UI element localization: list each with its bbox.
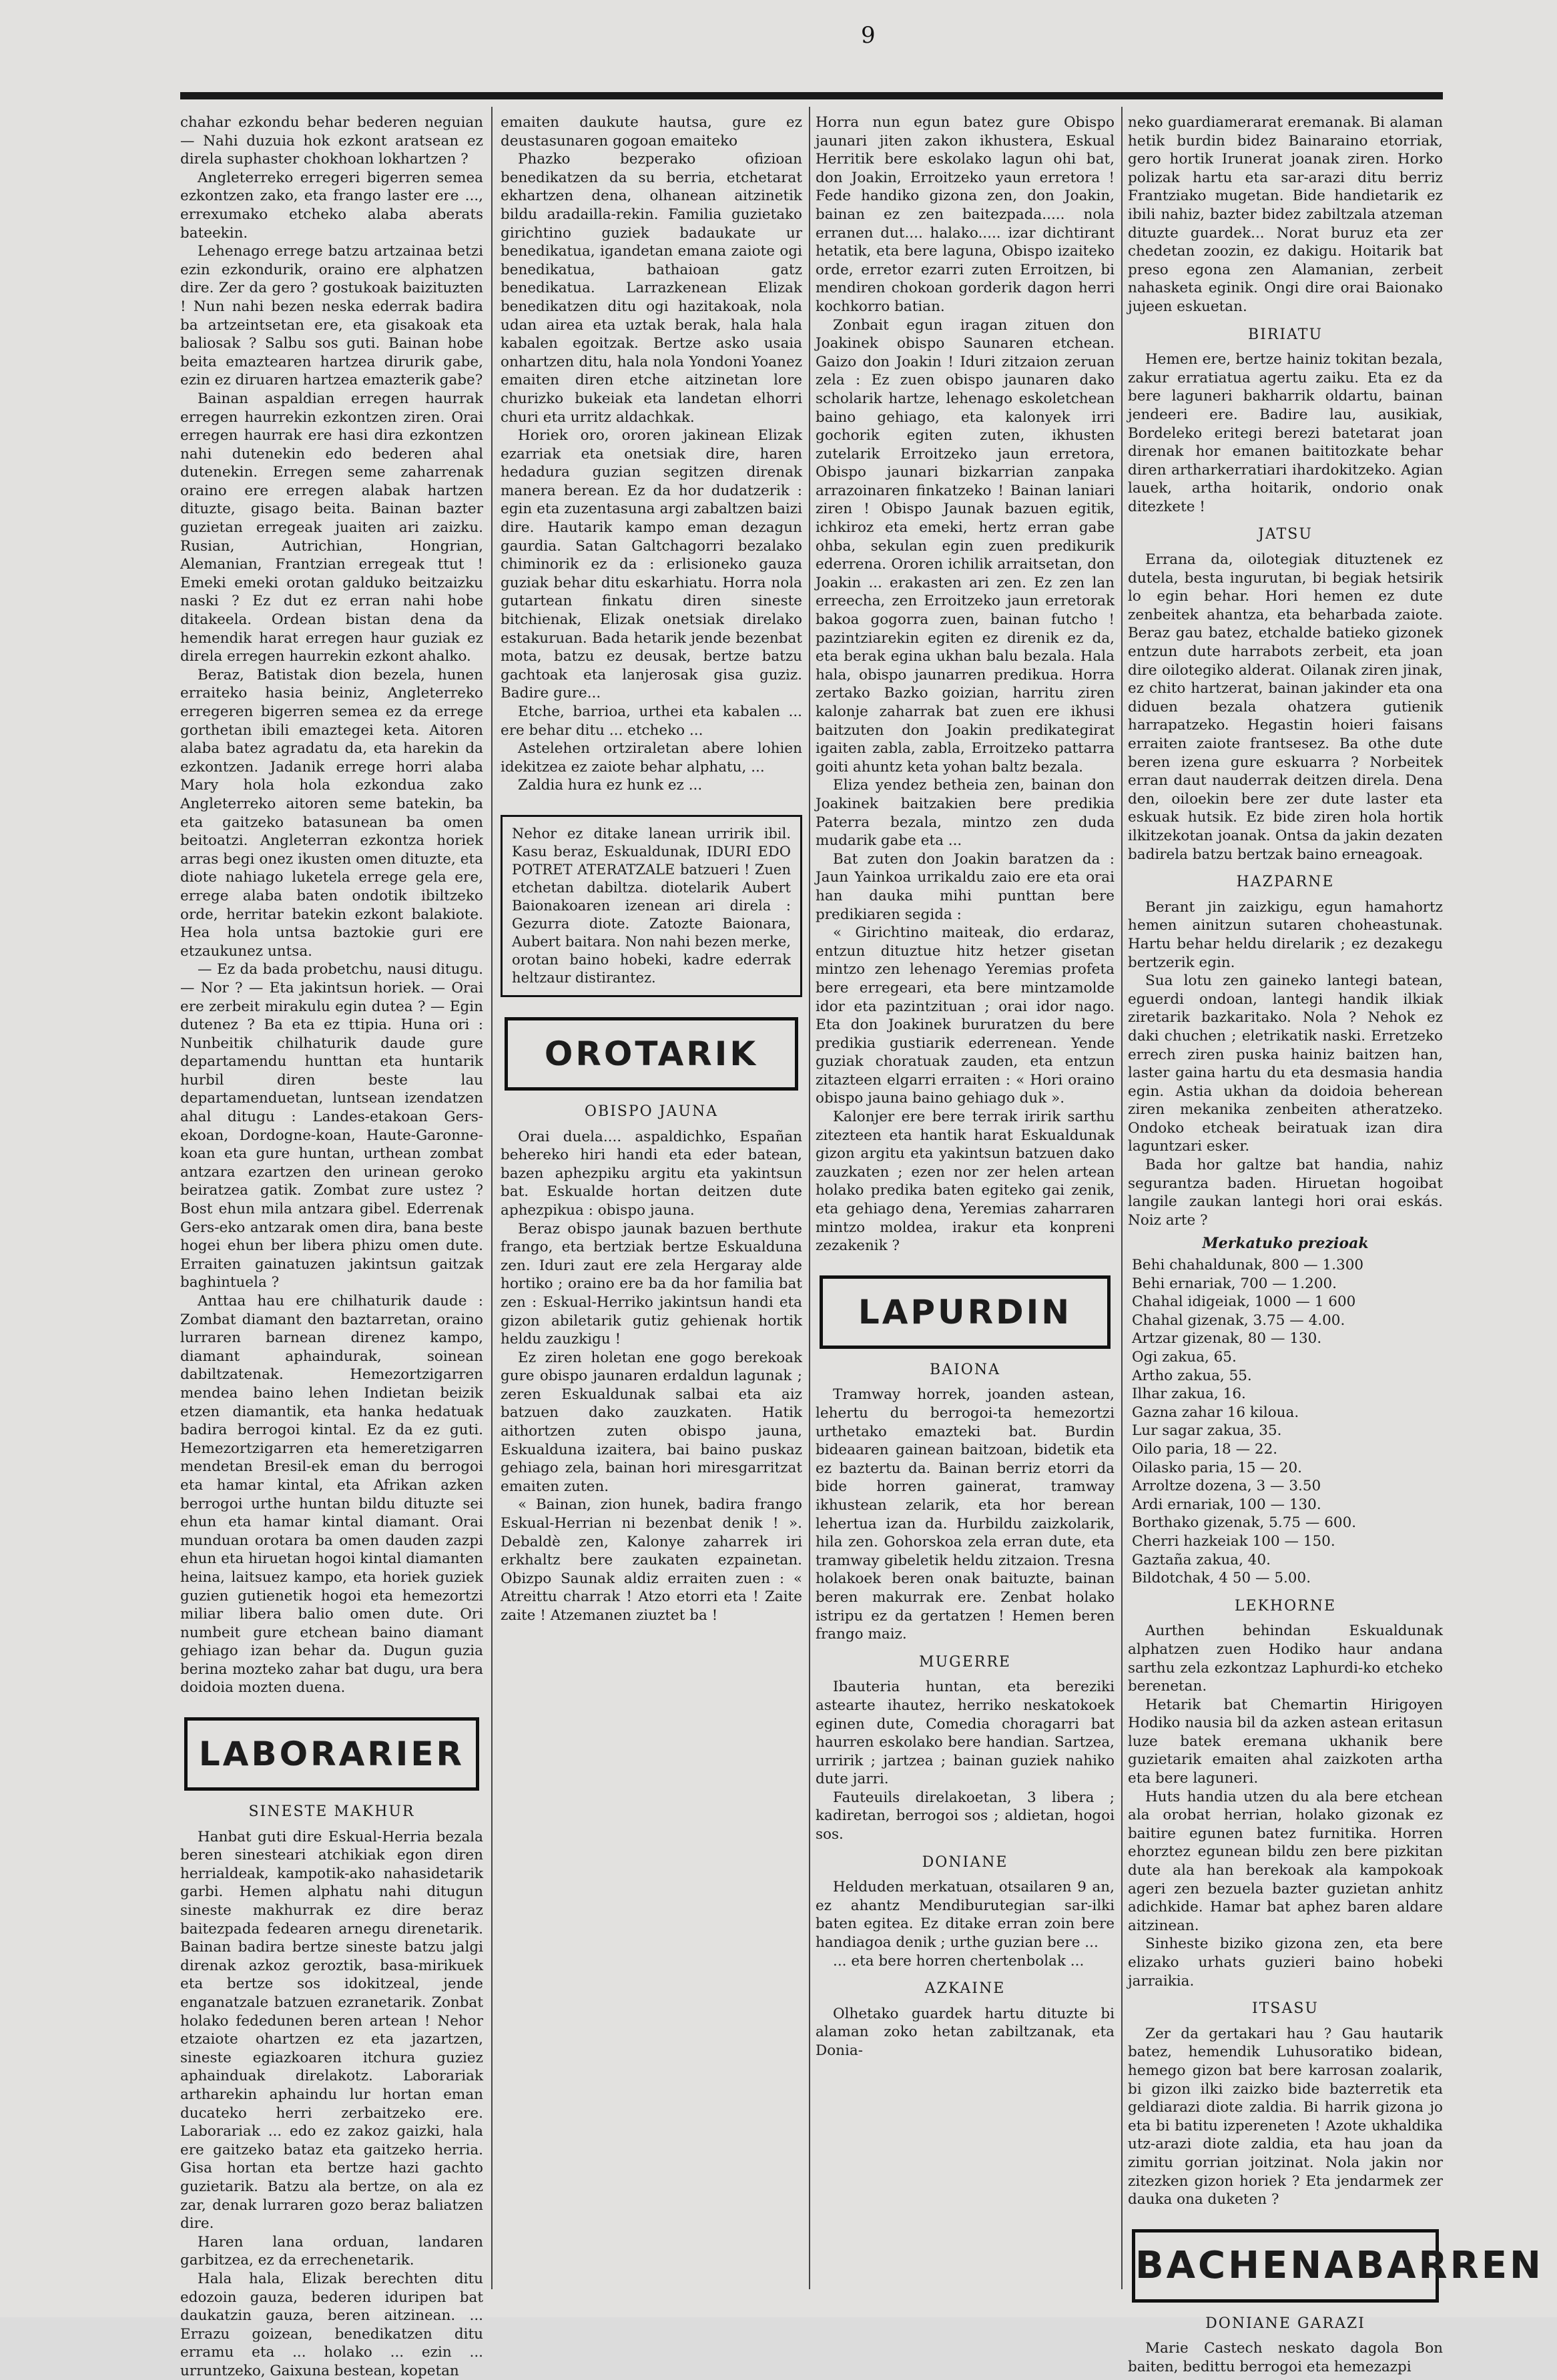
paragraph: Zer da gertakari hau ? Gau hautarik batez, hemendik Luhusoratiko bidean, hemego gizon bat bere karrosan zoalarik, bi gizon ilki zaizko bide bazterretik eta geldiarazi diote zaldia. Bi harrik gizona jo eta bi batitu izpereneten ! Azote ukhaldika utz-arazi diote zaldia, eta hau joan da zimitu gorrian joitzinat. Nola jakin nor zitezken gizon horiek ? Eta jendarmek zer dauka ona duketen ? [1128,2025,1443,2208]
paragraph: Bainan aspaldian erregen haurrak erregen haurrekin ezkontzen ziren. Orai erregen haurrak ere hasi dira ezkontzen nahi dutenekin edo bederen ahal dutenekin. Erregen seme zaharrenak oraino ere erregen alabak hartzen dituzte, gisago beita. Bainan bazter guzietan erregeak juaiten ari zaizku. Rusian, Autrichian, Hongrian, Alemanian, Frantzian erregeak ttut ! Emeki emeki orotan galduko beitzaizku naski ? Ez dut ez erran nahi hobe ditakeela. Ordean bistan dena da hemendik harat erregen haur guziak ez direla erregen haurrekin ezkont ahalko. [180,390,483,665]
price-row: Ogi zakua, 65. [1132,1349,1237,1366]
column-divider [809,107,810,2289]
paragraph: Astelehen ortziraletan abere lohien idekitzea ez zaiote behar alphatu, ... [501,740,802,776]
col1-article [180,113,483,1697]
section-subtitle: MUGERRE [919,1653,1011,1671]
paragraph: Eliza yendez betheia zen, bainan don Joakinek baitzakien bere predikia Paterra bezala, mintzo zen duda mudarik gabe eta ... [816,777,1115,850]
price-row: Gazna zahar 16 kiloua. [1132,1404,1299,1421]
section-subtitle: DONIANE GARAZI [1205,2315,1365,2332]
paragraph: Tramway horrek, joanden astean, lehertu du berrogoi-ta hemezortzi urthetako emazteki bat. Burdin bideaaren gainean baitzoan, bidetik eta ez baztertu da. Bainan berriz etorri da bide horren gainerat, tramway ikhustean zelarik, eta hor berean lehertua izan da. Hurbildu zaizkolarik, hila zen. Gohorskoa zela erran dute, eta tramway gibeletik heldu zitzaion. Tresna holakoek beren onak baituzte, bainan beren makurrak ere. Zenbat holako istripu ez da gertatzen ! Hemen beren frango maiz. [816,1386,1115,1643]
column-divider [491,107,493,2289]
price-row: Bildotchak, 4 50 — 5.00. [1132,1570,1311,1587]
price-row: Behi ernariak, 700 — 1.200. [1132,1275,1337,1292]
section-box-title: LABORARIER [184,1717,479,1791]
section-subtitle: OBISPO JAUNA [584,1103,719,1120]
section-box-title: BACHENABARREN [1132,2229,1439,2303]
paragraph: Bat zuten don Joakin baratzen da : Jaun Yainkoa urrikaldu zaio ere eta orai han dauka mihi punttan bere predikiaren segida : [816,850,1115,923]
paragraph: Sua lotu zen gaineko lantegi batean, eguerdi ondoan, lantegi handik ilkiak ziretarik bazkaritako. Nola ? Nehok ez daki chuchen ; eletrikatik naski. Erretzeko errech ziren puska hainiz baitzen han, laster gaina hartu du eta desmasia handia egin. Astia ukhan da doidoia beherean ziren mekanika zenbeiten atheratzeko. Ondoko etcheak beiratuak izan dira laguntzari esker. [1128,972,1443,1155]
price-row: Artho zakua, 55. [1132,1367,1252,1384]
paragraph: Horra nun egun batez gure Obispo jaunari jiten zakon ikhustera, Eskual Herritik bere eskolako lagun ohi bat, don Joakin, Erroitzeko yaun erretora ! Fede handiko gizona zen, don Joakin, bainan ez zen baitezpada..... nola erranen dut.... halako..... izar dichtirant hetatik, eta bere laguna, Obispo izaiteko orde, erretor ezarri zuten Erroitzen, bi mendiren chokoan gorderik dagon herri kochkorro batian. [816,114,1115,315]
price-row: Gaztaña zakua, 40. [1132,1551,1271,1568]
paragraph: Beraz obispo jaunak bazuen berthute frango, eta bertziak bertze Eskualduna zen. Iduri zaut ere zela Hergaray alde hortiko ; oraino ere ba da hor familia bat zen : Eskual-Herriko jakintsun handi eta gizon abiletarik gutiz gehienak hortik heldu zauzkigu ! [501,1220,802,1348]
page-folio: 9 [861,22,876,49]
section-subtitle: AZKAINE [924,1980,1006,1998]
paragraph: neko guardiamerarat eremanak. Bi alaman hetik burdin bidez Bainaraino etorriak, gero hortik Irunerat joanak ziren. Horko polizak hartu eta sar-arazi ditu berriz Frantziako mugetan. Bide handietarik ez ibili nahiz, bazter bidez zabiltzala atzeman dituzte guardek... Norat buruz eta zer chedetan zoozin, ez dakigu. Hoitarik bat preso egona zen Alamanian, zerbeit nahasketa eginik. Ongi dire orai Baionako jujeen eskuetan. [1128,114,1443,315]
top-rule [180,92,1443,99]
column-1 [180,113,483,2379]
section-subtitle: HAZPARNE [1236,874,1335,891]
section-box-title: LAPURDIN [820,1275,1111,1349]
paragraph: « Girichtino maiteak, dio erdaraz, entzun dituztue hitz hetzer gisetan mintzo zen lehenago Yeremias profeta bere erregeari, eta bere mintzamolde idor eta pazintzituan ; orai idor nago. Eta don Joakinek bururatzen du bere predikia gustiarik ederrenean. Yende guziak choratuak zauden, eta entzun zitazteen elgarri erraiten : « Hori oraino obispo jauna baino gehiago duk ». [816,924,1115,1107]
section-subtitle: BAIONA [930,1361,1000,1378]
paragraph: Orai duela.... aspaldichko, Españan behereko hiri handi eta eder batean, bazen aphezpiku argitu eta yakintsun bat. Eskualde hortan deitzen dute aphezpikua : obispo jauna. [501,1128,802,1219]
paragraph: Lehenago errege batzu artzainaa betzi ezin ezkondurik, oraino ere alphatzen dire. Zer da gero ? gostukoak baizituzten ! Nun nahi bezen neska ederrak badira ba artzeintsetan ere, eta gisakoak eta baliosak ? Salbu sos guti. Bainan hobe beita emaztearen hartzea dirurik gabe, ezin ez diruaren hartzea emazterik gabe? [180,243,483,389]
section-subtitle: SINESTE MAKHUR [248,1803,415,1821]
paragraph: Marie Castech neskato dagola Bon baiten, bedittu berrogoi eta hemezazpi [1128,2340,1443,2375]
paragraph: Anttaa hau ere chilhaturik daude : Zombat diamant den baztarretan, oraino lurraren barnean direnez kampo, diamant aphaindurak, soinean dabiltzatenak. Hemezortzigarren mendea baino lehen Indietan beizik etzen diamantik, eta hanka hedatuak badira berrogoi kintal. Ez da ez guti. Hemezortzigarren eta hemeretzigarren mendetan Bresil-ek eman du berrogoi eta hamar kintal, eta Afrikan azken berrogoi urthe huntan bildu dituzte sei ehun eta hamar kintal diamant. Orai munduan orotara ba omen dauden zazpi ehun eta hiruetan hogoi kintal diamanten heina, laitsuez kampo, eta horiek guziek guzien gutienetik hogoi eta hemezortzi miliar libera balio omen dute. Ori numbeit gure etchean baino diamant gehiago izan behar da. Dugun guzia berina mozteko zahar bat dugu, ura bera doidoia mozten duena. [180,1293,483,1697]
paragraph: Helduden merkatuan, otsailaren 9 an, ez ahantz Mendiburutegian sar-ilki baten egitea. Ez ditake erran zoin bere handiagoa denik ; urthe guzian bere ... [816,1879,1115,1952]
section-subtitle: DONIANE [922,1853,1008,1871]
price-row: Ilhar zakua, 16. [1132,1386,1246,1403]
prices-title: Merkatuko prezioak [1202,1235,1369,1253]
paragraph: « Bainan, zion hunek, badira frango Eskual-Herrian ni bezenbat denik ! ». Debaldè zen, Kalonye zaharrek iri erkhaltz bere zaukaten ezpainetan. Obizpo Saunak aldiz erraiten zuen : « Atreittu charrak ! Atzo etorri eta ! Zaite zaite ! Atzemanen ziuztet ba ! [501,1496,802,1624]
column-2 [501,113,802,2289]
paragraph: Olhetako guardek hartu dituzte bi alaman zoko hetan zabiltzanak, eta Donia- [816,2005,1115,2059]
column-3 [816,113,1115,2289]
column-divider [1121,107,1123,2289]
paragraph: Errana da, oilotegiak dituztenek ez dutela, besta ingurutan, bi begiak hetsirik lo egin behar. Hori hemen ez dute zenbeitek ahantza, eta beharbada zaiote. Beraz gau batez, etchalde batieko gizonek entzun dute harrabots zerbeit, eta joan dire oilotegiko alderat. Oilanak ziren jinak, ez chito hartzerat, bainan jakinder eta ona diduen bezala ohatzera gutienik harrapatzeko. Hegastin hoieri faisans erraiten zaiote frantsesez. Ba othe dute beren izena gure eskuarra ? Norbeitek erran daut nauderrak deitzen direla. Dena den, oiloekin bere zer dute laster eta eskuak hutsik. Ez bide ziren hola hortik ilkitzekotan joanak. Ontsa da jakin dezaten badirela batzu bertzak baino erneagoak. [1128,551,1443,863]
paragraph: chahar ezkondu behar bederen neguian — Nahi duzuia hok ezkont aratsean ez direla suphaster chokhoan lokhartzen ? [180,114,483,168]
paragraph: Ez ziren holetan ene gogo berekoak gure obispo jaunaren erdaldun lagunak ; zeren Eskualdunak salbai eta aiz batzuen dako zauzkaten. Hatik aithortzen zuten obispo jauna, Eskualduna izaitera, bai baino puskaz gehiago zela, bainan hori miresgarritzat emaiten zuten. [501,1349,802,1495]
paragraph: Zaldia hura ez hunk ez ... [518,777,703,794]
paragraph: Sinheste biziko gizona zen, eta bere elizako urhats guzieri baino hobeki jarraikia. [1128,1936,1443,1990]
paragraph: Bada hor galtze bat handia, nahiz segurantza baden. Hiruetan hogoibat langile zaukan lantegi hori orai eskás. Noiz arte ? [1128,1157,1443,1229]
section-box-title: OROTARIK [505,1017,798,1091]
paragraph: Hala hala, Elizak berechten ditu edozoin gauza, bederen iduripen bat daukatzin gauza, beren aitzinean. ... Errazu goizean, benedikatzen ditu erramu eta ... holako ... ezin ... urruntzeko, Gaixuna bestean, kopetan [180,2270,483,2379]
price-row: Oilo paria, 18 — 22. [1132,1440,1278,1458]
paragraph: Etche, barrioa, urthei eta kabalen ... ere behar ditu ... etcheko ... [501,703,802,739]
column-4 [1128,113,1544,2375]
paragraph: Hetarik bat Chemartin Hirigoyen Hodiko nausia bil da azken astean eritasun luze batek eremana ukhanik bere guzietarik emaiten ahal zaizkoten artha eta bere laguneri. [1128,1696,1443,1787]
paragraph: Haren lana orduan, landaren garbitzea, ez da errechenetarik. [180,2233,483,2269]
section-subtitle: ITSASU [1252,2000,1319,2018]
market-prices [1128,1235,1443,1587]
paragraph: Horiek oro, ororen jakinean Elizak ezarriak eta onetsiak dire, haren hedadura guzian segitzen direnak manera berean. Ez da hor dudatzerik : egin eta zuzentasuna argi zabaltzen baizi dire. Hautarik kampo eman dezagun gaurdia. Satan Galtchagorri bezalako chiminorik ez da : erlisioneko gauza guziak behar ditu eskarhiatu. Horra nola gutartean finkatu diren sineste bitchienak, Elizak onetsiak direlako estakuruan. Bada hetarik jende bezenbat mota, batzu ez deusak, bertze batzu gachtoak eta lanjerosak gisa guziz. Badire gure... [501,427,802,702]
price-row: Chahal idigeiak, 1000 — 1 600 [1132,1293,1356,1311]
price-row: Artzar gizenak, 80 — 130. [1132,1330,1322,1348]
section-subtitle: LEKHORNE [1234,1597,1337,1614]
paragraph: Beraz, Batistak dion bezela, hunen erraiteko hasia beiniz, Angleterreko erregeren bigerren semea ez da errege gorthetan ibili emaztegei keta. Aitoren alaba batez agradatu da, eta harekin da ezkontzen. Jadanik errege horri alaba Mary hola hola ezkondua zako Angleterreko aitoren seme batekin, ba eta gaitzeko batasunean ba omen beitoatzi. Angleterran ezkontza horiek arras begi onez ikusten omen dituzte, eta diote nahiago luketela errege gela ere, errege alaba baten ondotik ibiltzeko orde, herritar batekin ezkont balakiote. Hea hola untsa baztokie guri ere etzaukunez untsa. [180,666,483,960]
paragraph: Berant jin zaizkigu, egun hamahortz hemen ainitzun sutaren choheastunak. Hartu behar heldu direlarik ; ez dezakegu bertzerik egin. [1128,898,1443,971]
price-row: Arroltze dozena, 3 — 3.50 [1132,1478,1321,1495]
paragraph: Hemen ere, bertze hainiz tokitan bezala, zakur erratiatua agertu zaiku. Eta ez da bere laguneri bakharrik oldartu, bainan jendeeri ere. Badire lau, ausikiak, Bordeleko eritegi berezi batetarat joan direnak hor emanen baititozkate behar diren artharkerratiari ihardokitzeko. Agian lauek, artha hoitarik, ondorio onak ditezkete ! [1128,351,1443,515]
paragraph: Angleterreko erregeri bigerren semea ezkontzen zako, eta frango laster ere ..., errexumako etcheko alaba aberats bateekin. [180,169,483,242]
paragraph: Aurthen behindan Eskualdunak alphatzen zuen Hodiko haur andana sarthu zela ezkontzaz Laphurdi-ko etcheko berenetan. [1128,1622,1443,1695]
paragraph: Huts handia utzen du ala bere etchean ala orobat herrian, holako gizonak ez baitire egunen batez furnitika. Horren ehorztez egunean bildu zen bere pizkitan dute ala han berekoak ala kampokoak ageri zen bezuela bazter guzietan anhitz adichkide. Hamar bat aphez baren aldare aitzinean. [1128,1788,1443,1934]
section-subtitle: JATSU [1258,526,1313,543]
paragraph: Ibauteria huntan, eta bereziki astearte ihautez, herriko neskatokoek eginen dute, Comedia choragarri bat haurren eskolako bere handian. Sartzea, urririk ; jartzea ; bainan guziek nahiko dute jarri. [816,1679,1115,1788]
price-row: Cherri hazkeiak 100 — 150. [1132,1532,1335,1550]
price-row: Ardi ernariak, 100 — 130. [1132,1496,1321,1513]
paragraph: — Ez da bada probetchu, nausi ditugu. — Nor ? — Eta jakintsun horiek. — Orai ere zerbeit mirakulu egin dutea ? — Egin dutenez ? Ba eta ez ttipia. Huna ori : Nunbeitik chilhaturik daude gure departamendu hunttan eta huntarik hurbil diren beste lau departamenduetan, luntsean izendatzen ahal ditugu : Landes-etakoan Gers-ekoan, Dordogne-koan, Haute-Garonne-koan eta gure huntan, urthean zombat antzara ezartzen den urinean geroko beiratzea gatik. Zombat zure ustez ? Bost ehun mila antzara gibel. Ederrenak Gers-eko antzarak omen dira, bana beste hogei ehun ber libera phizu omen dute. Erraiten gainatuzen jakintsun gaitzak baghintuela ? [180,961,483,1291]
price-row: Behi chahaldunak, 800 — 1.300 [1132,1257,1364,1274]
paragraph: ... eta bere horren chertenbolak ... [833,1952,1084,1970]
price-row: Oilasko paria, 15 — 20. [1132,1459,1302,1476]
paragraph: Phazko bezperako ofizioan benedikatzen da su berria, etchetarat ekhartzen dena, olhanean aitzinetik bildu aradailla-rekin. Familia guzietako girichtino guziek badaukate ur benedikatua, igandetan emana zaiote ogi benedikatua, bathaioan gatz benedikatua. Larrazkenean Elizak benedikatzen ditu ogi hazitakoak, nola udan airea eta uztak berak, hala hala kabalen egoitzak. Bertze asko usaia onhartzen ditu, hala nola Yondoni Yoanez emaiten diren etche aitzinetan lore churizko bukeiak eta landetan elhorri churi eta urritz aldachkak. [501,151,802,426]
paragraph: Kalonjer ere bere terrak iririk sarthu zitezteen eta hantik harat Eskualdunak gizon argitu eta yakintsun batzuen dako zauzkaten ; ezen nor zer helen artean holako predika baten egiteko gai zenik, eta gehiago dena, Yeremias zaharraren mintzo moldea, irakur eta konpreni zezakenik ? [816,1109,1115,1255]
price-row: Borthako gizenak, 5.75 — 600. [1132,1514,1357,1532]
price-row: Lur sagar zakua, 35. [1132,1422,1282,1440]
paragraph: Zonbait egun iragan zituen don Joakinek obispo Saunaren etchean. Gaizo don Joakin ! Iduri zitzaion zeruan zela : Ez zuen obispo jaunaren dako scholarik hartze, lehenago eskoletchean baino gehiago, eta kalonyek irri gochorik egiten zuten, ikhusten zutelarik Erroitzeko jaun erretora, Obispo jaunari bizkarrian zanpaka arrazoinaren finkatzeko ! Bainan laniari ziren ! Obispo Jaunak bazuen egitik, ichkiroz eta emeki, hertz erran gabe ohba, sekulan egin zuen predikurik ederrena. Ororen ichilik arraitsetan, don Joakin ... erakasten ari zen. Ez zen lan erreecha, zen Erroitzeko jaun erretorak bakoa gogorra zuen, bainan futcho ! pazintziarekin egiten ez direnik ez da, eta berak egina ukhan balu bezala. Hala hala, obispo jaunarren predikua. Horra zertako Bazko goizian, harritu ziren kalonje zaharrak bat zuen ere ikhusi baitzuten don Joakin predikategirat igaiten zabla, zabla, Erroitzeko pattarra goiti ahuntz keta yohan baltz bezala. [816,316,1115,776]
paragraph: Hanbat guti dire Eskual-Herria bezala beren sinesteari atchikiak egon diren herrialdeak, kampotik-ako nahasidetarik garbi. Hemen alphatu nahi ditugun sineste makhurrak ez dire beraz baitezpada fedearen arnegu direnetarik. Bainan badira bertze sineste batzu jalgi direnak azkoz geroztik, basa-mirikuek eta bertze sos idokitzeal, jende enganatzale batzuen ezranetarik. Zonbat holako fededunen beren artean ! Nehor etzaiote ohartzen ez eta jazartzen, sineste egiazkoaren itchura guziez aphainduak direlakotz. Laborariak artharekin aphaindu lur hortan eman ducateko herri zerbaitzeko ere. Laborariak ... edo ez zakoz gaizki, hala ere gaitzeko bataz eta gaitzeko herria. Gisa hortan eta bertze hazi gachto guzietarik. Batzu ala bertze, on ala ez zar, denak lurraren gozo beraz baliatzen dire. [180,1828,483,2233]
paragraph: emaiten daukute hautsa, gure ez deustasunaren gogoan emaiteko [501,114,802,150]
paragraph: Fauteuils direlakoetan, 3 libera ; kadiretan, berrogoi sos ; aldietan, hogoi sos. [816,1789,1115,1843]
price-row: Chahal gizenak, 3.75 — 4.00. [1132,1311,1345,1329]
section-subtitle: BIRIATU [1247,326,1323,343]
advertisement-notice: Nehor ez ditake lanean urririk ibil. Kasu beraz, Eskualdunak, IDURI EDO POTRET ATERATZALE batzueri ! Zuen etchetan dabiltza. diotelarik Aubert Baionakoaren izenean ari direla : Gezurra diote. Zatozte Baionara, Aubert baitara. Non nahi bezen merke, orotan baino hobeki, kadre ederrak heltzaur distirantez. [501,815,802,997]
